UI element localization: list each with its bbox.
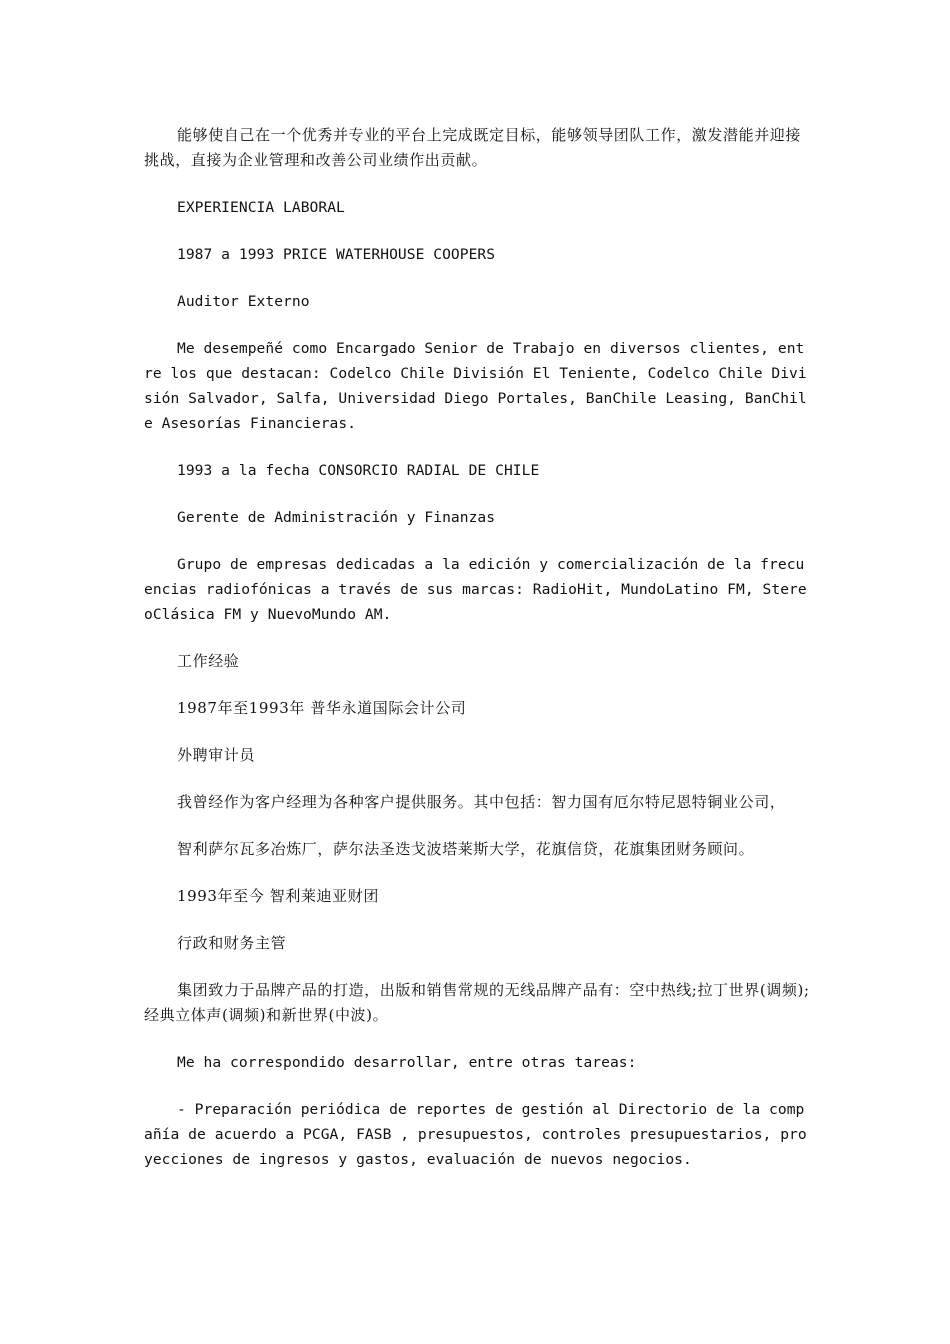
job-title-1: Auditor Externo <box>177 293 310 310</box>
job-description-1-cn: 我曾经作为客户经理为各种客户提供服务。其中包括：智力国有厄尔特尼恩特铜业公司， <box>177 793 786 811</box>
job-description-2-cn: 集团致力于品牌产品的打造，出版和销售常规的无线品牌产品有：空中热线;拉丁世界(调频);经典立体声(调频)和新世界(中波)。 <box>144 981 810 1024</box>
job-description-1-cn-continued: 智利萨尔瓦多冶炼厂，萨尔法圣迭戈波塔莱斯大学，花旗信贷，花旗集团财务顾问。 <box>177 840 755 858</box>
job-period-employer-1-cn: 1987年至1993年 普华永道国际会计公司 <box>177 699 467 717</box>
job-description-1: Me desempeñé como Encargado Senior de Trabajo en diversos clientes, entre los que destacan: Codelco Chile División El Teniente, Codelco Chile División Salvador, Salfa, Universidad Diego Portales, BanChile Leasing, BanChile Asesorías Financieras. <box>144 340 807 432</box>
document-body <box>144 123 810 1194</box>
job-period-employer-2: 1993 a la fecha CONSORCIO RADIAL DE CHILE <box>177 462 540 479</box>
job-description-2: Grupo de empresas dedicadas a la edición y comercialización de la frecuencias radiofónicas a través de sus marcas: RadioHit, MundoLatino FM, StereoClásica FM y NuevoMundo AM. <box>144 556 807 623</box>
job-period-employer-1: 1987 a 1993 PRICE WATERHOUSE COOPERS <box>177 246 496 263</box>
responsibility-item-1: - Preparación periódica de reportes de gestión al Directorio de la compañía de acuerdo a PCGA, FASB , presupuestos, controles presupuestarios, proyecciones de ingresos y gastos, evaluación de nuevos negocios. <box>144 1101 807 1168</box>
section-heading-work-experience-cn: 工作经验 <box>177 652 240 670</box>
section-heading-experience: EXPERIENCIA LABORAL <box>177 199 345 216</box>
job-title-2-cn: 行政和财务主管 <box>177 934 287 952</box>
job-title-1-cn: 外聘审计员 <box>177 746 256 764</box>
objective-paragraph: 能够使自己在一个优秀并专业的平台上完成既定目标，能够领导团队工作，激发潜能并迎接挑战，直接为企业管理和改善公司业绩作出贡献。 <box>144 126 802 169</box>
job-title-2: Gerente de Administración y Finanzas <box>177 509 496 526</box>
job-period-employer-2-cn: 1993年至今 智利莱迪亚财团 <box>177 887 379 905</box>
responsibilities-intro: Me ha correspondido desarrollar, entre otras tareas: <box>177 1054 637 1071</box>
